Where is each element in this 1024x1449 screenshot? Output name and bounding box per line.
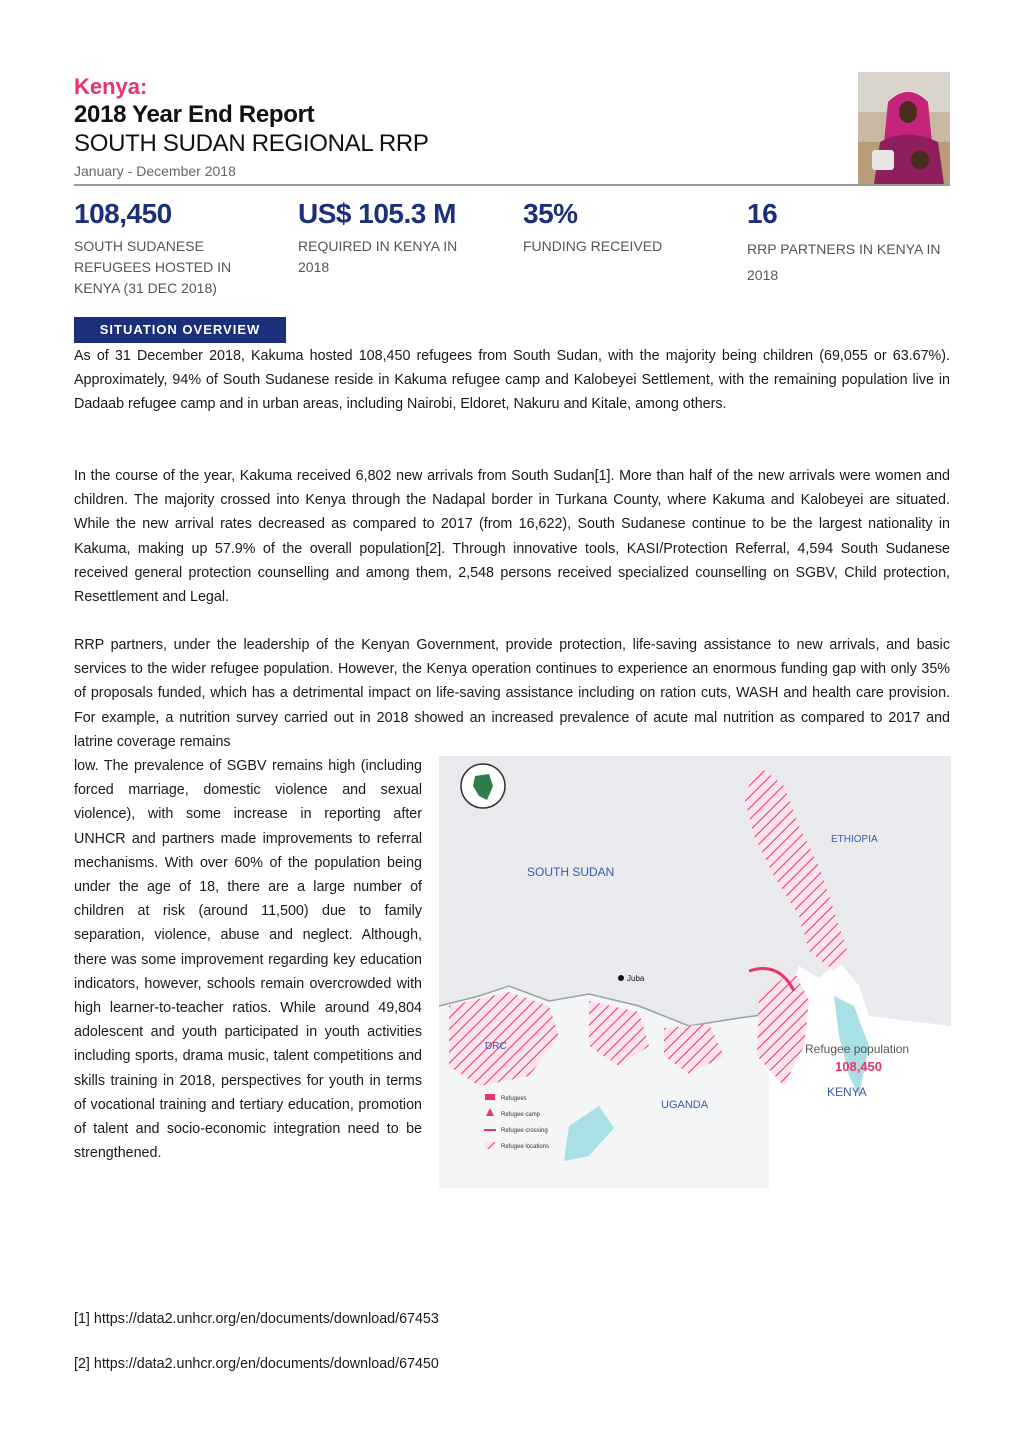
report-title: 2018 Year End Report	[74, 101, 315, 128]
legend-item: Refugee locations	[501, 1144, 550, 1150]
legend-swatch-refugees	[485, 1094, 495, 1100]
report-period: January - December 2018	[74, 163, 236, 179]
cover-photo	[858, 72, 950, 184]
label-kenya: KENYA	[827, 1085, 867, 1099]
city-marker	[618, 975, 624, 981]
footnote: [1] https://data2.unhcr.org/en/documents/download/67453	[74, 1311, 439, 1327]
stat-value: 16	[747, 198, 778, 229]
stat-funding	[523, 198, 723, 257]
stat-value: 108,450	[74, 198, 172, 229]
label-drc: DRC	[485, 1041, 507, 1052]
label-uganda: UGANDA	[661, 1099, 709, 1111]
section-heading: SITUATION OVERVIEW	[74, 317, 286, 343]
stat-label: RRP PARTNERS IN KENYA IN 2018	[747, 241, 941, 283]
stat-value: US$ 105.3 M	[298, 198, 456, 229]
report-subtitle: SOUTH SUDAN REGIONAL RRP	[74, 130, 429, 157]
paragraph: In the course of the year, Kakuma received 6,802 new arrivals from South Sudan[1]. More than half of the new arrivals were women and children. The majority crossed into Kenya through the Nadapal border in Turkana County, where Kakuma and Kalobeyei are situated. While the new arrival rates decreased as compared to 2017 (from 16,622), South Sudanese continue to be the largest nationality in Kakuma, making up 57.9% of the overall population[2]. Through innovative tools, KASI/Protection Referral, 4,594 South Sudanese received general protection counselling and among them, 2,548 persons received specialized counselling on SGBV, Child protection, Resettlement and Legal.	[74, 468, 950, 606]
stat-label: REQUIRED IN KENYA IN 2018	[298, 238, 458, 275]
legend-item: Refugee crossing	[501, 1128, 548, 1134]
label-juba: Juba	[627, 974, 645, 983]
label-ethiopia: ETHIOPIA	[831, 834, 878, 845]
legend-item: Refugees	[501, 1096, 527, 1102]
header-divider	[74, 184, 950, 186]
refugee-population-value: 108,450	[835, 1059, 882, 1074]
legend-item: Refugee camp	[501, 1112, 541, 1118]
report-country: Kenya:	[74, 74, 148, 99]
stat-value: 35%	[523, 198, 578, 229]
footnote: [2] https://data2.unhcr.org/en/documents/download/67450	[74, 1356, 439, 1372]
refugee-population-label: Refugee population	[805, 1042, 910, 1056]
legend-swatch-locations	[485, 1142, 495, 1149]
stat-partners	[747, 198, 947, 288]
label-south-sudan: SOUTH SUDAN	[527, 865, 615, 879]
refugee-map	[439, 756, 951, 1188]
paragraph: RRP partners, under the leadership of the Kenyan Government, provide protection, life-saving assistance to new arrivals, and basic services to the wider refugee population. However, the Kenya operation continues to experience an enormous funding gap with only 35% of proposals funded, which has a detrimental impact on life-saving assistance including on ration cuts, WASH and health care provision. For example, a nutrition survey carried out in 2018 showed an increased prevalence of acute mal nutrition as compared to 2017 and latrine coverage remains	[74, 637, 950, 750]
paragraph: low. The prevalence of SGBV remains high (including forced marriage, domestic violence and sexual violence), with some increase in reporting after UNHCR and partners made improvements to referral mechanisms. With over 60% of the population being under the age of 18, there are a large number of children at risk (around 11,500) due to family separation, violence, abuse and neglect. Although, there was some improvement regarding key education indicators, however, schools remain overcrowded with high learner-to-teacher ratios. While around 49,804 adolescent and youth participated in youth activities including sports, drama music, talent competitions and skills training in 2018, perspectives for youth in terms of vocational training and tertiary education, promotion of talent and socio-economic integration need to be strengthened.	[74, 758, 422, 1162]
stat-label: SOUTH SUDANESE REFUGEES HOSTED IN KENYA (31 DEC 2018)	[74, 238, 232, 296]
stat-required	[298, 198, 498, 278]
stat-refugees	[74, 198, 274, 299]
paragraph: As of 31 December 2018, Kakuma hosted 108,450 refugees from South Sudan, with the majority being children (69,055 or 63.67%). Approximately, 94% of South Sudanese reside in Kakuma refugee camp and Kalobeyei Settlement, with the remaining population live in Dadaab refugee camp and in urban areas, including Nairobi, Eldoret, Nakuru and Kitale, among others.	[74, 348, 950, 413]
stat-label: FUNDING RECEIVED	[523, 238, 663, 254]
